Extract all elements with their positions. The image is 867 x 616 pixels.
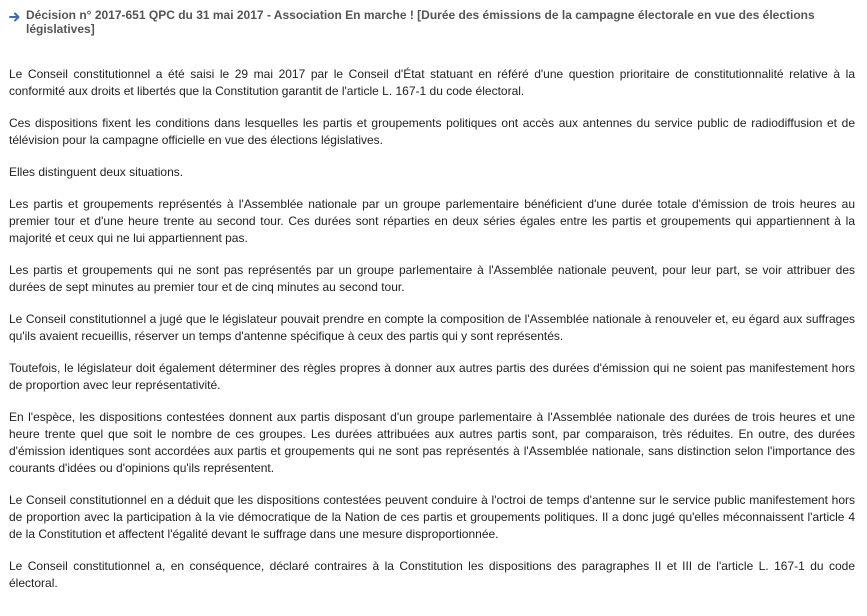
decision-title[interactable]: Décision n° 2017-651 QPC du 31 mai 2017 - Association En marche ! [Durée des émissions de la campagne électorale en vue des élections législatives] [26,8,815,36]
paragraph: Les partis et groupements représentés à l'Assemblée nationale par un groupe parlementaire bénéficient d'une durée totale d'émission de trois heures au premier tour et d'une heure trente au second tour. Ces durées sont réparties en deux séries égales entre les partis et groupements qui appartiennent à la majorité et ceux qui ne lui appartiennent pas. [9,197,855,245]
article-body [9,66,855,592]
paragraph: Elles distinguent deux situations. [9,165,184,179]
paragraph: Les partis et groupements qui ne sont pas représentés par un groupe parlementaire à l'Assemblée nationale peuvent, pour leur part, se voir attribuer des durées de sept minutes au premier tour et de cinq minutes au second tour. [9,263,855,294]
arrow-right-icon [9,11,21,23]
paragraph: Toutefois, le législateur doit également déterminer des règles propres à donner aux autres partis des durées d'émission qui ne soient pas manifestement hors de proportion avec leur représentativité. [9,361,855,392]
paragraph: Le Conseil constitutionnel a été saisi le 29 mai 2017 par le Conseil d'État statuant en référé d'une question prioritaire de constitutionnalité relative à la conformité aux droits et libertés que la Constitution garantit de l'article L. 167-1 du code électoral. [9,67,855,98]
paragraph: En l'espèce, les dispositions contestées donnent aux partis disposant d'un groupe parlementaire à l'Assemblée nationale des durées de trois heures et une heure trente quel que soit le nombre de ces groupes. Les durées attribuées aux autres partis sont, par comparaison, très réduites. En outre, des durées d'émission identiques sont accordées aux partis et groupements qui ne sont pas représentés à l'Assemblée nationale, sans distinction selon l'importance des courants d'idées ou d'opinions qu'ils représentent. [9,410,855,475]
title-row [9,8,855,36]
paragraph: Le Conseil constitutionnel en a déduit que les dispositions contestées peuvent conduire à l'octroi de temps d'antenne sur le service public manifestement hors de proportion avec la participation à la vie démocratique de la Nation de ces partis et groupements politiques. Il a donc jugé qu'elles méconnaissent l'article 4 de la Constitution et affectent l'égalité devant le suffrage dans une mesure disproportionnée. [9,493,855,541]
paragraph: Ces dispositions fixent les conditions dans lesquelles les partis et groupements politiques ont accès aux antennes du service public de radiodiffusion et de télévision pour la campagne officielle en vue des élections législatives. [9,116,855,147]
paragraph: Le Conseil constitutionnel a, en conséquence, déclaré contraires à la Constitution les dispositions des paragraphes II et III de l'article L. 167-1 du code électoral. [9,559,855,590]
paragraph: Le Conseil constitutionnel a jugé que le législateur pouvait prendre en compte la composition de l'Assemblée nationale à renouveler et, eu égard aux suffrages qu'ils avaient recueillis, réserver un temps d'antenne spécifique à ceux des partis qui y sont représentés. [9,312,855,343]
